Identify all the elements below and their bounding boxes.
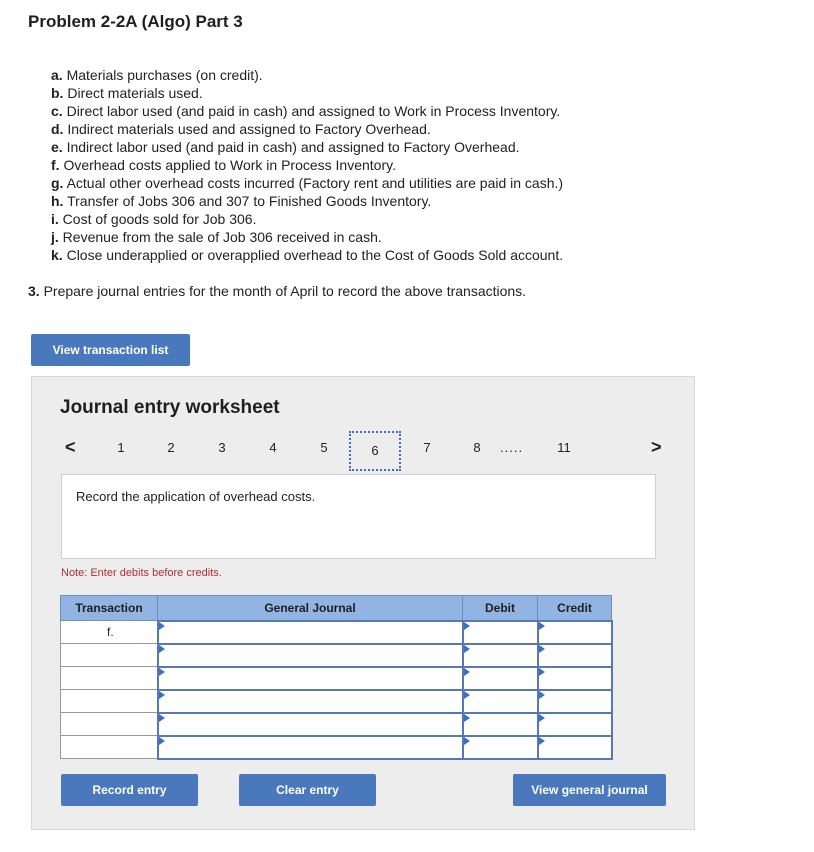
table-row xyxy=(61,736,612,759)
credit-input[interactable] xyxy=(538,621,612,644)
page-link-2[interactable]: 2 xyxy=(167,440,175,455)
journal-entry-worksheet xyxy=(31,376,695,830)
clear-entry-button[interactable]: Clear entry xyxy=(239,774,376,806)
page-link-11[interactable]: 11 xyxy=(557,440,571,455)
page-link-3[interactable]: 3 xyxy=(218,440,226,455)
question-prompt: 3. Prepare journal entries for the month of April to record the above transactions. xyxy=(28,283,527,299)
entry-note: Note: Enter debits before credits. xyxy=(61,567,222,579)
account-select[interactable] xyxy=(158,644,463,667)
credit-input[interactable] xyxy=(538,667,612,690)
debit-input[interactable] xyxy=(463,690,538,713)
page-link-1[interactable]: 1 xyxy=(117,440,125,455)
credit-input[interactable] xyxy=(538,713,612,736)
instruction-box xyxy=(61,474,656,559)
worksheet-pager xyxy=(32,433,696,463)
column-header-debit: Debit xyxy=(463,596,538,621)
transaction-cell xyxy=(61,644,158,667)
list-item: c. Direct labor used (and paid in cash) and assigned to Work in Process Inventory. xyxy=(51,103,561,119)
pager-ellipsis: ..... xyxy=(500,440,524,455)
list-item: d. Indirect materials used and assigned to Factory Overhead. xyxy=(51,121,431,137)
list-item: i. Cost of goods sold for Job 306. xyxy=(51,211,257,227)
journal-table xyxy=(60,595,613,760)
column-header-credit: Credit xyxy=(538,596,612,621)
view-general-journal-button[interactable]: View general journal xyxy=(513,774,666,806)
table-row xyxy=(61,621,612,644)
debit-input[interactable] xyxy=(463,621,538,644)
page-link-7[interactable]: 7 xyxy=(423,440,431,455)
list-item: a. Materials purchases (on credit). xyxy=(51,67,263,83)
column-header-general-journal: General Journal xyxy=(158,596,463,621)
table-row xyxy=(61,644,612,667)
transaction-cell xyxy=(61,621,158,644)
list-item: h. Transfer of Jobs 306 and 307 to Finished Goods Inventory. xyxy=(51,193,432,209)
debit-input[interactable] xyxy=(463,667,538,690)
list-item: e. Indirect labor used (and paid in cash) and assigned to Factory Overhead. xyxy=(51,139,520,155)
transaction-cell xyxy=(61,713,158,736)
table-row xyxy=(61,667,612,690)
transaction-cell xyxy=(61,667,158,690)
page-link-6-active[interactable]: 6 xyxy=(349,431,401,471)
column-header-transaction: Transaction xyxy=(61,596,158,621)
list-item: f. Overhead costs applied to Work in Process Inventory. xyxy=(51,157,396,173)
chevron-left-icon[interactable]: < xyxy=(65,437,76,457)
page-link-5[interactable]: 5 xyxy=(320,440,328,455)
credit-input[interactable] xyxy=(538,644,612,667)
account-select[interactable] xyxy=(158,667,463,690)
account-select[interactable] xyxy=(158,621,463,644)
account-select[interactable] xyxy=(158,736,463,759)
page-link-4[interactable]: 4 xyxy=(269,440,277,455)
account-select[interactable] xyxy=(158,690,463,713)
credit-input[interactable] xyxy=(538,736,612,759)
table-row xyxy=(61,690,612,713)
table-row xyxy=(61,713,612,736)
page-title: Problem 2-2A (Algo) Part 3 xyxy=(28,12,243,31)
list-item: j. Revenue from the sale of Job 306 received in cash. xyxy=(51,229,382,245)
debit-input[interactable] xyxy=(463,736,538,759)
chevron-right-icon[interactable]: > xyxy=(651,437,662,457)
debit-input[interactable] xyxy=(463,713,538,736)
account-select[interactable] xyxy=(158,713,463,736)
view-transaction-list-button[interactable]: View transaction list xyxy=(31,334,190,366)
instruction-text: Record the application of overhead costs. xyxy=(76,489,316,504)
credit-input[interactable] xyxy=(538,690,612,713)
list-item: g. Actual other overhead costs incurred (Factory rent and utilities are paid in cash.) xyxy=(51,175,564,191)
list-item: b. Direct materials used. xyxy=(51,85,203,101)
list-item: k. Close underapplied or overapplied overhead to the Cost of Goods Sold account. xyxy=(51,247,564,263)
transaction-cell xyxy=(61,690,158,713)
transaction-cell xyxy=(61,736,158,759)
debit-input[interactable] xyxy=(463,644,538,667)
record-entry-button[interactable]: Record entry xyxy=(61,774,198,806)
transaction-label: f. xyxy=(107,625,114,639)
worksheet-title: Journal entry worksheet xyxy=(60,397,280,418)
page-link-8[interactable]: 8 xyxy=(473,440,481,455)
transaction-description-list xyxy=(51,66,563,264)
